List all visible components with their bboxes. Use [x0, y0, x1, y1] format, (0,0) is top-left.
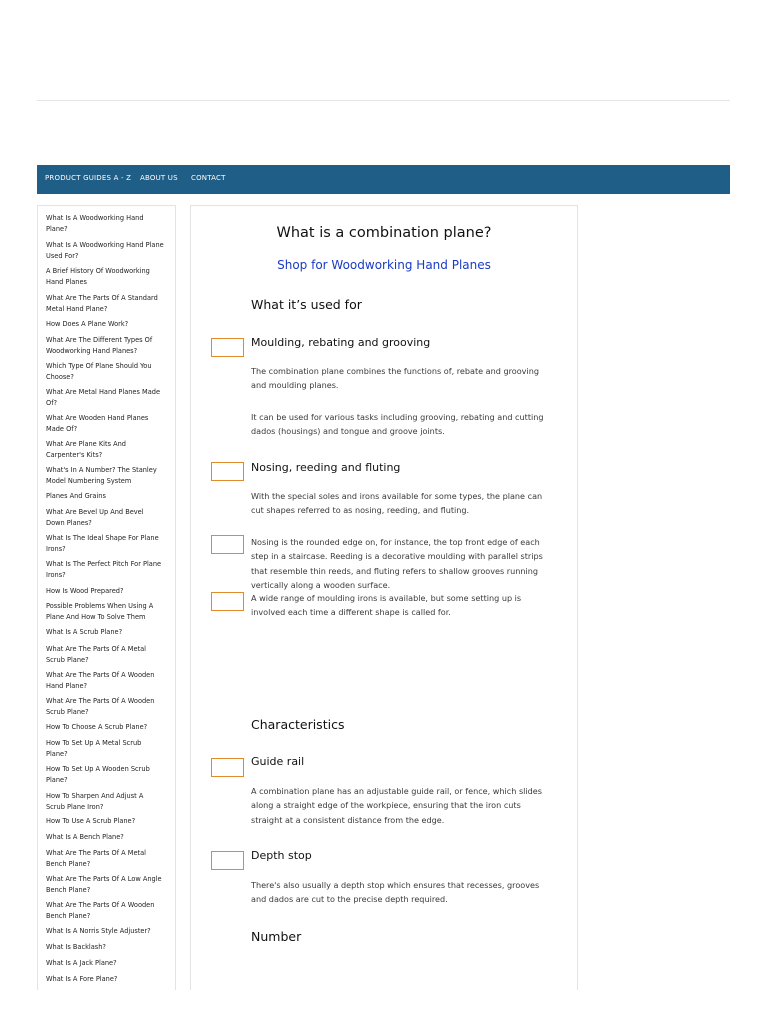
sidebar-item[interactable]: What Is Backlash? [46, 943, 106, 951]
moulding-paragraph-1: The combination plane combines the functions of, rebate and grooving and moulding planes. [251, 366, 539, 391]
sidebar-item[interactable]: How Is Wood Prepared? [46, 587, 124, 595]
sidebar-item[interactable]: What Are The Parts Of A Standard Metal Hand Plane? [46, 294, 158, 313]
nosing-paragraph-1: With the special soles and irons available for some types, the plane can cut shapes referred to as nosing, reeding, and fluting. [251, 491, 543, 516]
heading-depth-stop: Depth stop [251, 849, 312, 862]
article [190, 205, 578, 990]
sidebar-item[interactable]: How Does A Plane Work? [46, 320, 129, 328]
sidebar-item[interactable]: What Is A Fore Plane? [46, 975, 118, 983]
depth-stop-image [211, 851, 244, 870]
sidebar-item[interactable]: How To Use A Scrub Plane? [46, 817, 136, 825]
sidebar-item[interactable]: What Are Bevel Up And Bevel Down Planes? [46, 508, 144, 527]
sidebar-item[interactable]: Possible Problems When Using A Plane And How To Solve Them [46, 602, 154, 621]
depth-stop-paragraph: There's also usually a depth stop which ensures that recesses, grooves and dados are cut to the precise depth required. [251, 880, 540, 905]
sidebar-item[interactable]: How To Set Up A Wooden Scrub Plane? [46, 765, 150, 784]
sidebar-item[interactable]: What Are The Different Types Of Woodworking Hand Planes? [46, 336, 153, 355]
sidebar-item[interactable]: What Is The Ideal Shape For Plane Irons? [46, 534, 159, 553]
nosing-paragraph-2: Nosing is the rounded edge on, for instance, the top front edge of each step in a staircase. Reeding is a decorative moulding with parallel strips that resemble thin reeds, and fluting refers to shallow grooves running vertically along a wooden surface. [251, 537, 543, 590]
page-title: What is a combination plane? [276, 225, 492, 241]
sidebar-item[interactable]: What Is A Jack Plane? [46, 959, 117, 967]
sidebar [37, 205, 176, 990]
sidebar-item[interactable]: What Is A Norris Style Adjuster? [46, 927, 151, 935]
guide-rail-image [211, 758, 244, 777]
sidebar-item[interactable]: What Are Wooden Hand Planes Made Of? [46, 414, 149, 433]
heading-nosing: Nosing, reeding and fluting [251, 461, 401, 474]
sidebar-item[interactable]: What Are Plane Kits And Carpenter's Kits? [46, 440, 126, 459]
sidebar-item[interactable]: How To Set Up A Metal Scrub Plane? [46, 739, 142, 758]
section-heading-characteristics: Characteristics [251, 717, 345, 732]
nav-contact[interactable]: CONTACT [191, 174, 226, 182]
sidebar-item[interactable]: How To Sharpen And Adjust A Scrub Plane Iron? [46, 792, 144, 811]
main-nav [37, 165, 730, 194]
nosing-image [211, 462, 244, 481]
sidebar-item[interactable]: A Brief History Of Woodworking Hand Planes [46, 267, 150, 286]
section-heading-used-for: What it’s used for [251, 297, 362, 312]
sidebar-item[interactable]: What Are The Parts Of A Low Angle Bench Plane? [46, 875, 162, 894]
sidebar-item[interactable]: What Is The Perfect Pitch For Plane Irons? [46, 560, 162, 579]
moulding-irons-image [211, 592, 244, 611]
header-divider [37, 100, 730, 101]
sidebar-item[interactable]: What Is A Bench Plane? [46, 833, 124, 841]
nav-about-us[interactable]: ABOUT US [140, 174, 178, 182]
heading-guide-rail: Guide rail [251, 755, 305, 768]
moulding-image [211, 338, 244, 357]
sidebar-item[interactable]: What Is A Woodworking Hand Plane Used For? [46, 241, 164, 260]
sidebar-item[interactable]: Planes And Grains [46, 492, 106, 500]
sidebar-item[interactable]: What Is A Woodworking Hand Plane? [46, 214, 144, 233]
sidebar-item[interactable]: What Are The Parts Of A Wooden Scrub Plane? [46, 697, 155, 716]
sidebar-item[interactable]: What Is A Scrub Plane? [46, 628, 123, 636]
sidebar-item[interactable]: What Are The Parts Of A Wooden Bench Plane? [46, 901, 155, 920]
guide-rail-paragraph: A combination plane has an adjustable guide rail, or fence, which slides along a straight edge of the workpiece, ensuring that the iron cuts straight at a consistent distance from the edge. [251, 786, 543, 825]
sidebar-item[interactable]: What Are The Parts Of A Wooden Hand Plane? [46, 671, 155, 690]
moulding-paragraph-2: It can be used for various tasks including grooving, rebating and cutting dados (housings) and tongue and groove joints. [251, 412, 544, 437]
section-heading-number: Number [251, 929, 302, 944]
sidebar-item[interactable]: What's In A Number? The Stanley Model Numbering System [46, 466, 157, 485]
nosing-image-2 [211, 535, 244, 554]
sidebar-item[interactable]: What Are Metal Hand Planes Made Of? [46, 388, 160, 407]
shop-hand-planes-link[interactable]: Shop for Woodworking Hand Planes [277, 258, 491, 272]
heading-moulding: Moulding, rebating and grooving [251, 336, 431, 349]
nosing-paragraph-3: A wide range of moulding irons is available, but some setting up is involved each time a different shape is called for. [251, 593, 522, 618]
sidebar-item[interactable]: Which Type Of Plane Should You Choose? [46, 362, 152, 381]
sidebar-item[interactable]: What Are The Parts Of A Metal Bench Plane? [46, 849, 146, 868]
sidebar-item[interactable]: How To Choose A Scrub Plane? [46, 723, 148, 731]
nav-product-guides[interactable]: PRODUCT GUIDES A - Z [45, 174, 132, 182]
sidebar-item[interactable]: What Are The Parts Of A Metal Scrub Plane? [46, 645, 146, 664]
